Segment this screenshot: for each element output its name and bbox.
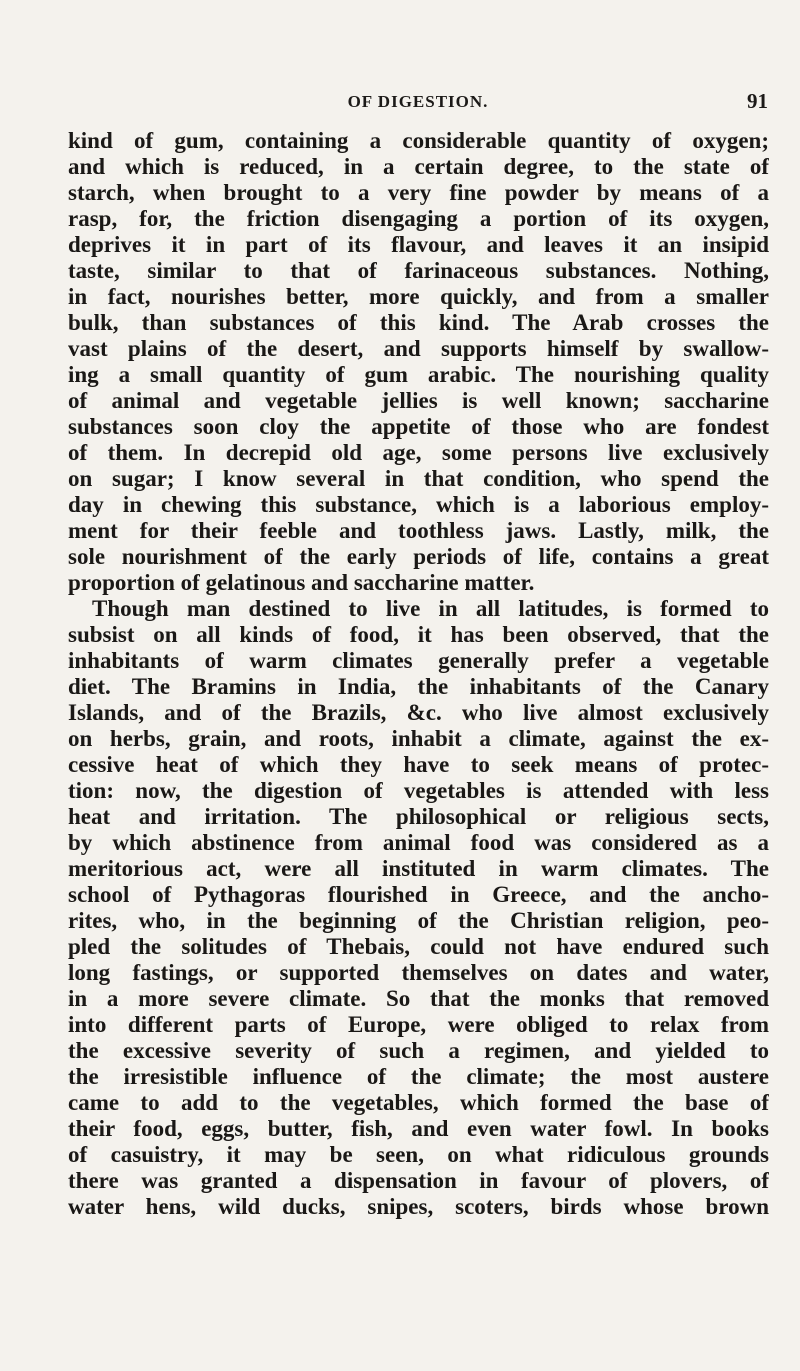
text-line: school of Pythagoras flourished in Greece, and the ancho- [68, 882, 769, 907]
text-line: proportion of gelatinous and saccharine matter. [68, 570, 535, 595]
text-line: substances soon cloy the appetite of those who are fondest [68, 414, 769, 439]
text-line: long fastings, or supported themselves on dates and water, [68, 960, 769, 985]
chapter-title: OF DIGESTION. [347, 92, 489, 111]
text-line: Islands, and of the Brazils, &c. who live almost exclusively [68, 700, 769, 725]
body-text [68, 128, 769, 1220]
text-line: cessive heat of which they have to seek means of protec- [68, 752, 769, 777]
text-line: and which is reduced, in a certain degree, to the state of [68, 154, 769, 179]
text-line: on sugar; I know several in that condition, who spend the [68, 466, 769, 491]
text-line: of them. In decrepid old age, some persons live exclusively [68, 440, 769, 465]
text-line: bulk, than substances of this kind. The Arab crosses the [68, 310, 769, 335]
text-line: of animal and vegetable jellies is well known; saccharine [68, 388, 769, 413]
text-line: water hens, wild ducks, snipes, scoters, birds whose brown [68, 1194, 769, 1219]
text-line: in fact, nourishes better, more quickly, and from a smaller [68, 284, 769, 309]
text-line: subsist on all kinds of food, it has been observed, that the [68, 622, 769, 647]
text-line: pled the solitudes of Thebais, could not have endured such [68, 934, 769, 959]
text-line: heat and irritation. The philosophical or religious sects, [68, 804, 769, 829]
text-line: kind of gum, containing a considerable quantity of oxygen; [68, 128, 769, 153]
text-line: starch, when brought to a very fine powder by means of a [68, 180, 769, 205]
text-line: tion: now, the digestion of vegetables is attended with less [68, 778, 769, 803]
text-line: their food, eggs, butter, fish, and even water fowl. In books [68, 1116, 769, 1141]
text-line: Though man destined to live in all latitudes, is formed to [92, 596, 769, 621]
text-line: inhabitants of warm climates generally prefer a vegetable [68, 648, 769, 673]
page-number: 91 [747, 89, 768, 113]
text-line: vast plains of the desert, and supports himself by swallow- [68, 336, 769, 361]
text-line: into different parts of Europe, were obliged to relax from [68, 1012, 769, 1037]
text-line: of casuistry, it may be seen, on what ridiculous grounds [68, 1142, 769, 1167]
text-line: day in chewing this substance, which is a laborious employ- [68, 492, 769, 517]
text-line: sole nourishment of the early periods of life, contains a great [68, 544, 769, 569]
text-line: the excessive severity of such a regimen, and yielded to [68, 1038, 769, 1063]
text-line: in a more severe climate. So that the monks that removed [68, 986, 769, 1011]
text-line: ment for their feeble and toothless jaws. Lastly, milk, the [68, 518, 769, 543]
text-line: taste, similar to that of farinaceous substances. Nothing, [68, 258, 769, 283]
text-line: the irresistible influence of the climate; the most austere [68, 1064, 769, 1089]
text-line: ing a small quantity of gum arabic. The nourishing quality [68, 362, 769, 387]
text-line: rites, who, in the beginning of the Christian religion, peo- [68, 908, 769, 933]
running-header [68, 90, 768, 112]
text-line: on herbs, grain, and roots, inhabit a climate, against the ex- [68, 726, 769, 751]
text-line: came to add to the vegetables, which formed the base of [68, 1090, 769, 1115]
text-line: there was granted a dispensation in favour of plovers, of [68, 1168, 769, 1193]
text-line: diet. The Bramins in India, the inhabitants of the Canary [68, 674, 769, 699]
text-line: by which abstinence from animal food was considered as a [68, 830, 769, 855]
text-line: meritorious act, were all instituted in warm climates. The [68, 856, 769, 881]
text-line: rasp, for, the friction disengaging a portion of its oxygen, [68, 206, 769, 231]
text-line: deprives it in part of its flavour, and leaves it an insipid [68, 232, 769, 257]
